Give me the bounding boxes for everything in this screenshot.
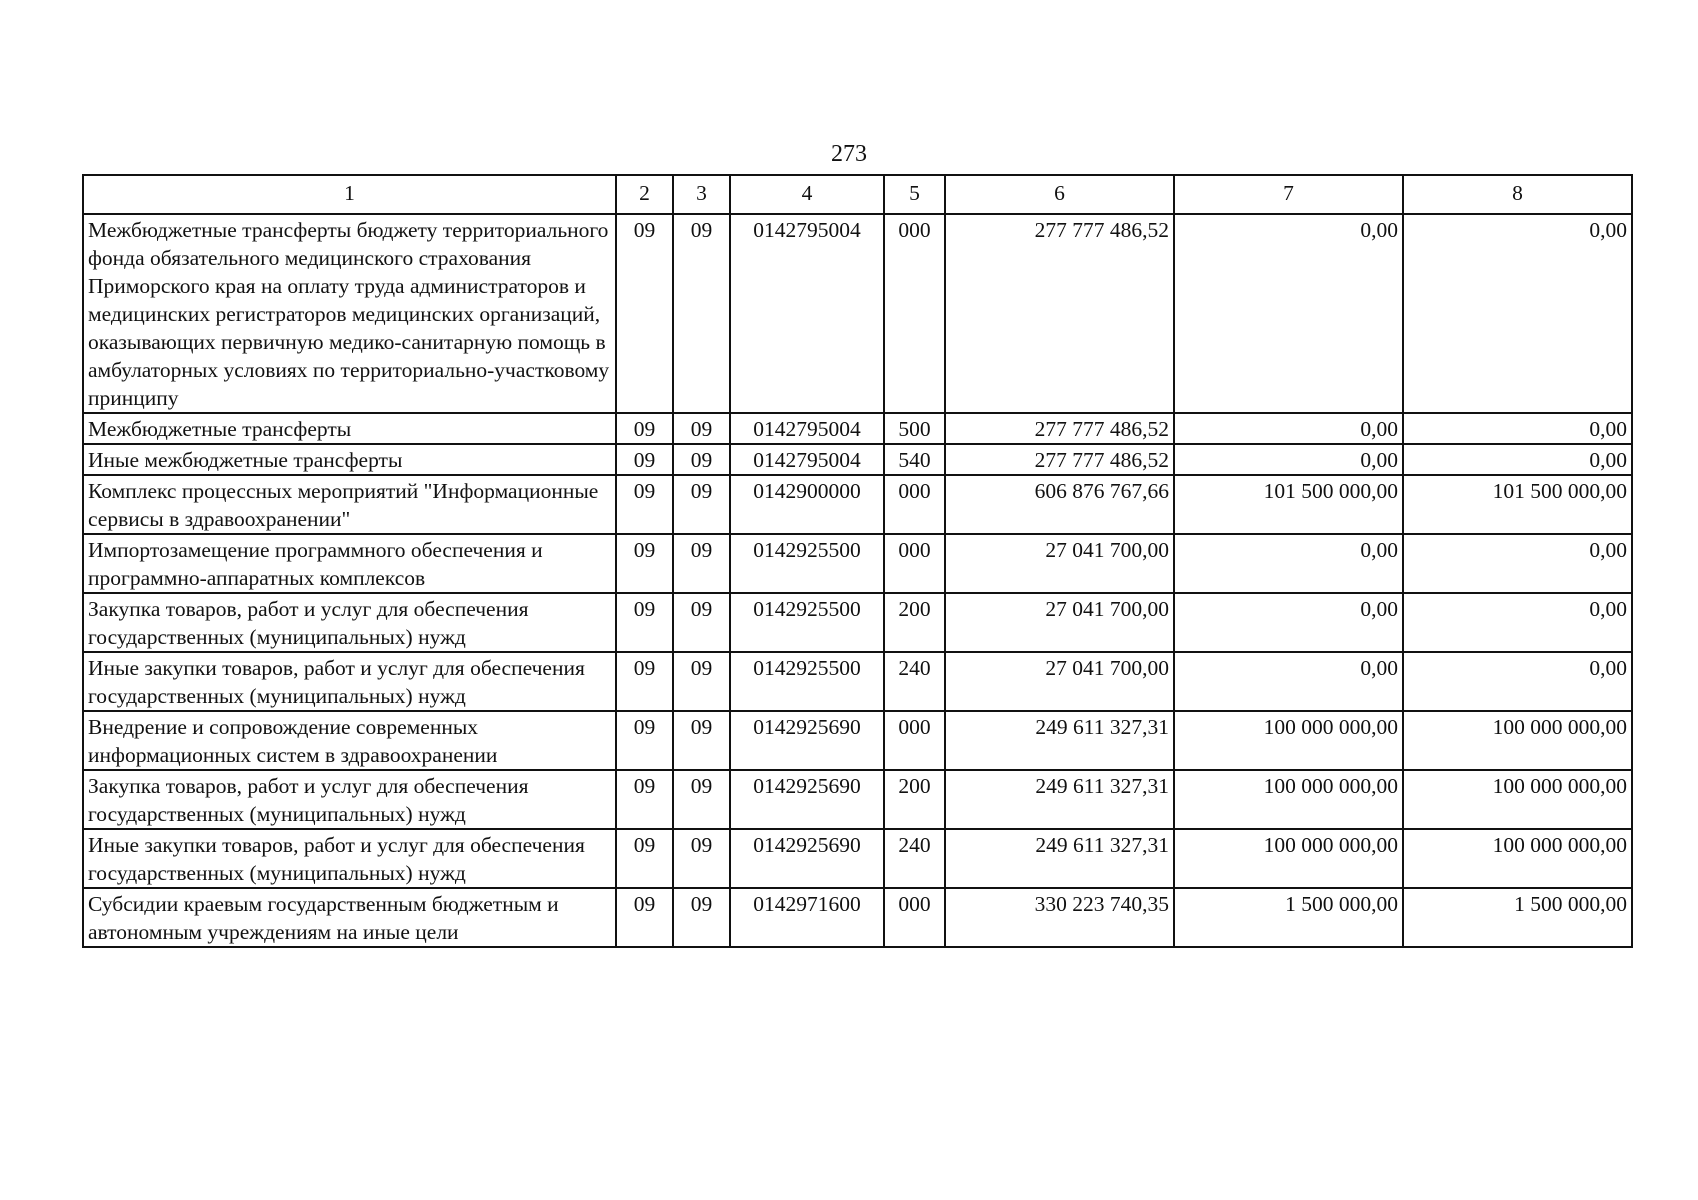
amount-col6: 606 876 767,66 <box>945 475 1174 534</box>
target-article-code: 0142795004 <box>730 413 884 444</box>
amount-col8: 0,00 <box>1403 534 1632 593</box>
column-header: 7 <box>1174 175 1403 214</box>
column-header: 4 <box>730 175 884 214</box>
column-header: 2 <box>616 175 673 214</box>
amount-col6: 249 611 327,31 <box>945 829 1174 888</box>
expense-name: Иные закупки товаров, работ и услуг для обеспечения государственных (муниципальных) нужд <box>83 829 616 888</box>
amount-col6: 277 777 486,52 <box>945 413 1174 444</box>
header-row <box>83 175 1632 214</box>
table-row <box>83 444 1632 475</box>
target-article-code: 0142971600 <box>730 888 884 947</box>
table-row <box>83 829 1632 888</box>
target-article-code: 0142925690 <box>730 829 884 888</box>
expense-name: Межбюджетные трансферты <box>83 413 616 444</box>
expense-type-code: 200 <box>884 770 945 829</box>
amount-col8: 0,00 <box>1403 413 1632 444</box>
target-article-code: 0142925500 <box>730 652 884 711</box>
subsection-code: 09 <box>673 214 730 413</box>
amount-col6: 277 777 486,52 <box>945 444 1174 475</box>
subsection-code: 09 <box>673 829 730 888</box>
table-row <box>83 475 1632 534</box>
subsection-code: 09 <box>673 475 730 534</box>
amount-col6: 277 777 486,52 <box>945 214 1174 413</box>
expense-name: Импортозамещение программного обеспечения и программно-аппаратных комплексов <box>83 534 616 593</box>
section-code: 09 <box>616 829 673 888</box>
amount-col7: 100 000 000,00 <box>1174 770 1403 829</box>
section-code: 09 <box>616 888 673 947</box>
budget-table <box>82 174 1633 948</box>
amount-col7: 1 500 000,00 <box>1174 888 1403 947</box>
section-code: 09 <box>616 711 673 770</box>
column-header: 6 <box>945 175 1174 214</box>
section-code: 09 <box>616 214 673 413</box>
expense-type-code: 240 <box>884 652 945 711</box>
amount-col8: 0,00 <box>1403 593 1632 652</box>
expense-type-code: 000 <box>884 214 945 413</box>
expense-name: Комплекс процессных мероприятий "Информационные сервисы в здравоохранении" <box>83 475 616 534</box>
amount-col8: 100 000 000,00 <box>1403 770 1632 829</box>
expense-name: Закупка товаров, работ и услуг для обеспечения государственных (муниципальных) нужд <box>83 770 616 829</box>
expense-type-code: 000 <box>884 888 945 947</box>
amount-col7: 101 500 000,00 <box>1174 475 1403 534</box>
section-code: 09 <box>616 444 673 475</box>
amount-col7: 0,00 <box>1174 214 1403 413</box>
amount-col8: 100 000 000,00 <box>1403 711 1632 770</box>
page-number: 273 <box>831 141 867 167</box>
expense-name: Иные межбюджетные трансферты <box>83 444 616 475</box>
column-header: 3 <box>673 175 730 214</box>
target-article-code: 0142795004 <box>730 214 884 413</box>
amount-col6: 249 611 327,31 <box>945 711 1174 770</box>
amount-col8: 0,00 <box>1403 652 1632 711</box>
table-row <box>83 711 1632 770</box>
amount-col6: 27 041 700,00 <box>945 593 1174 652</box>
section-code: 09 <box>616 593 673 652</box>
table-row <box>83 888 1632 947</box>
amount-col7: 100 000 000,00 <box>1174 711 1403 770</box>
target-article-code: 0142925690 <box>730 711 884 770</box>
expense-name: Иные закупки товаров, работ и услуг для обеспечения государственных (муниципальных) нужд <box>83 652 616 711</box>
amount-col6: 27 041 700,00 <box>945 534 1174 593</box>
expense-type-code: 240 <box>884 829 945 888</box>
subsection-code: 09 <box>673 593 730 652</box>
amount-col6: 249 611 327,31 <box>945 770 1174 829</box>
target-article-code: 0142925500 <box>730 593 884 652</box>
section-code: 09 <box>616 652 673 711</box>
amount-col7: 0,00 <box>1174 593 1403 652</box>
expense-name: Субсидии краевым государственным бюджетным и автономным учреждениям на иные цели <box>83 888 616 947</box>
amount-col6: 27 041 700,00 <box>945 652 1174 711</box>
amount-col6: 330 223 740,35 <box>945 888 1174 947</box>
amount-col7: 0,00 <box>1174 652 1403 711</box>
expense-type-code: 000 <box>884 711 945 770</box>
expense-name: Закупка товаров, работ и услуг для обеспечения государственных (муниципальных) нужд <box>83 593 616 652</box>
expense-type-code: 000 <box>884 534 945 593</box>
amount-col7: 0,00 <box>1174 444 1403 475</box>
target-article-code: 0142900000 <box>730 475 884 534</box>
subsection-code: 09 <box>673 444 730 475</box>
subsection-code: 09 <box>673 888 730 947</box>
subsection-code: 09 <box>673 413 730 444</box>
amount-col7: 100 000 000,00 <box>1174 829 1403 888</box>
expense-name: Внедрение и сопровождение современных информационных систем в здравоохранении <box>83 711 616 770</box>
table-row <box>83 214 1632 413</box>
section-code: 09 <box>616 534 673 593</box>
table-row <box>83 413 1632 444</box>
table-row <box>83 593 1632 652</box>
expense-type-code: 000 <box>884 475 945 534</box>
amount-col8: 1 500 000,00 <box>1403 888 1632 947</box>
section-code: 09 <box>616 413 673 444</box>
subsection-code: 09 <box>673 534 730 593</box>
amount-col8: 0,00 <box>1403 444 1632 475</box>
target-article-code: 0142925500 <box>730 534 884 593</box>
target-article-code: 0142795004 <box>730 444 884 475</box>
amount-col8: 0,00 <box>1403 214 1632 413</box>
column-header: 8 <box>1403 175 1632 214</box>
table-row <box>83 534 1632 593</box>
column-header: 1 <box>83 175 616 214</box>
expense-name: Межбюджетные трансферты бюджету территориального фонда обязательного медицинского страхования Приморского края на оплату труда администраторов и медицинских регистраторов медицинских организаций, оказывающих первичную медико-санитарную помощь в амбулаторных условиях по территориально-участковому принципу <box>83 214 616 413</box>
target-article-code: 0142925690 <box>730 770 884 829</box>
section-code: 09 <box>616 475 673 534</box>
subsection-code: 09 <box>673 770 730 829</box>
column-header: 5 <box>884 175 945 214</box>
amount-col8: 101 500 000,00 <box>1403 475 1632 534</box>
amount-col7: 0,00 <box>1174 413 1403 444</box>
section-code: 09 <box>616 770 673 829</box>
amount-col7: 0,00 <box>1174 534 1403 593</box>
expense-type-code: 500 <box>884 413 945 444</box>
expense-type-code: 200 <box>884 593 945 652</box>
amount-col8: 100 000 000,00 <box>1403 829 1632 888</box>
table-row <box>83 770 1632 829</box>
subsection-code: 09 <box>673 652 730 711</box>
table-row <box>83 652 1632 711</box>
expense-type-code: 540 <box>884 444 945 475</box>
subsection-code: 09 <box>673 711 730 770</box>
